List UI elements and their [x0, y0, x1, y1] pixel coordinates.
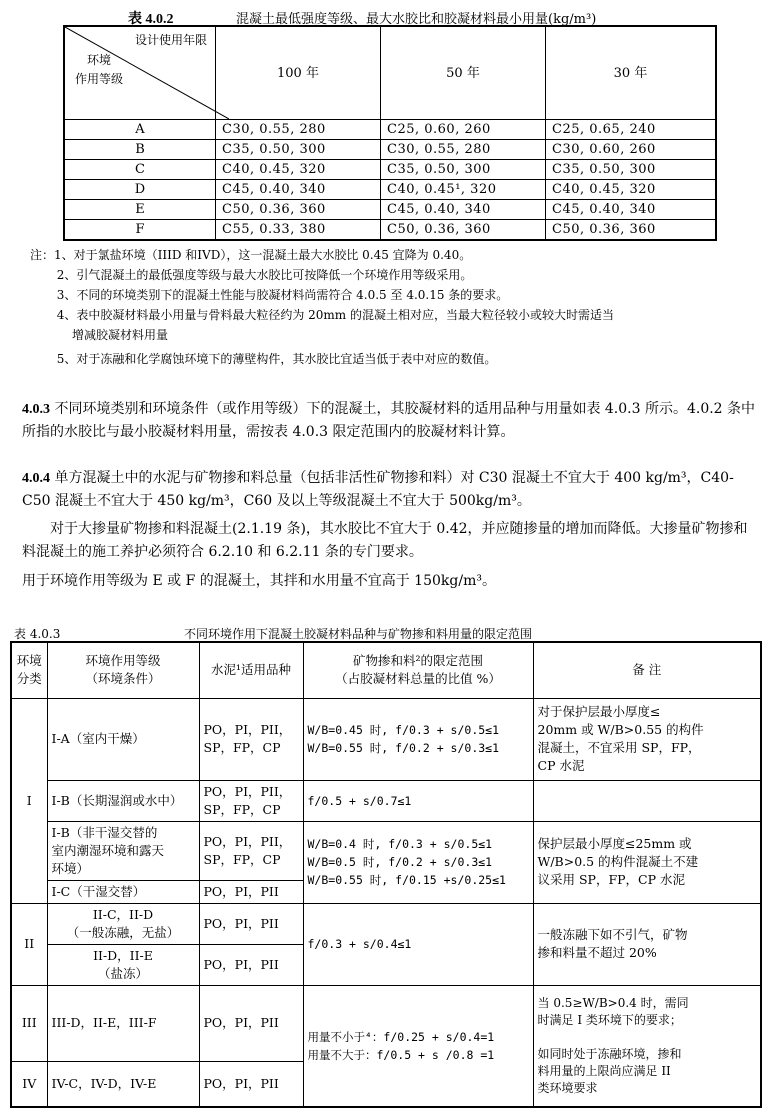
table1-corner-bottom: 环境 作用等级 [75, 53, 124, 86]
note-4: 4、表中胶凝材料最小用量与骨料最大粒径约为 20mm 的混凝土相对应，当最大粒径较小或较大时需适当 [30, 308, 614, 322]
env-grade: D [64, 180, 216, 200]
paragraph-water: 用于环境作用等级为 E 或 F 的混凝土，其拌和水用量不宜高于 150kg/m³。 [22, 573, 496, 589]
table-row [11, 821, 761, 880]
cement-types: PO，PI，PII [199, 903, 303, 944]
env-grade: I-A（室内干燥） [47, 698, 199, 780]
cell-30: C50, 0.36, 360 [546, 220, 717, 241]
env-class: II [11, 903, 47, 985]
cement-types: PO，PI，PII， SP，FP，CP [199, 821, 303, 880]
header-notes: 备 注 [533, 642, 761, 698]
table-4-0-2 [63, 25, 717, 241]
clause-4-0-3 [22, 398, 757, 444]
mineral-limit: W/B=0.4 时, f/0.3 + s/0.5≤1 W/B=0.5 时, f/0.2 + s/0.3≤1 W/B=0.55 时, f/0.15 +s/0.25≤1 [303, 821, 533, 903]
env-grade: I-C（干湿交替） [47, 880, 199, 903]
note-5: 5、对于冻融和化学腐蚀环境下的薄壁构件，其水胶比宜适当低于表中对应的数值。 [30, 352, 497, 366]
table2-caption [14, 625, 764, 642]
clause-number: 4.0.4 [22, 471, 50, 486]
cell-50: C35, 0.50, 300 [381, 160, 546, 180]
table-row [64, 160, 716, 180]
cell-100: C40, 0.45, 320 [216, 160, 381, 180]
table-row [11, 698, 761, 780]
table1-col-50: 50 年 [381, 26, 546, 120]
cell-30: C40, 0.45, 320 [546, 180, 717, 200]
table-row [64, 120, 716, 140]
cell-50: C40, 0.45¹, 320 [381, 180, 546, 200]
header-env-class: 环境 分类 [11, 642, 47, 698]
table-4-0-3 [10, 641, 762, 1108]
cell-50: C50, 0.36, 360 [381, 220, 546, 241]
env-grade: E [64, 200, 216, 220]
remark-empty [533, 780, 761, 821]
cell-30: C35, 0.50, 300 [546, 160, 717, 180]
remark: 一般冻融下如不引气，矿物 掺和料量不超过 20% [533, 903, 761, 985]
cement-types: PO，PI，PII [199, 880, 303, 903]
cell-100: C35, 0.50, 300 [216, 140, 381, 160]
cell-100: C55, 0.33, 380 [216, 220, 381, 241]
header-env-grade: 环境作用等级 （环境条件） [47, 642, 199, 698]
table-row [64, 200, 716, 220]
cell-100: C30, 0.55, 280 [216, 120, 381, 140]
table1-title: 混凝土最低强度等级、最大水胶比和胶凝材料最小用量(kg/m³) [236, 12, 597, 27]
table-row [11, 780, 761, 821]
env-grade: III-D，II-E，III-F [47, 985, 199, 1061]
cement-types: PO，PI，PII， SP，FP，CP [199, 780, 303, 821]
remark: 对于保护层最小厚度≤ 20mm 或 W/B>0.55 的构件 混凝土，不宜采用 SP，FP， CP 水泥 [533, 698, 761, 780]
env-grade: I-B（非干湿交替的 室内潮湿环境和露天 环境） [47, 821, 199, 880]
note-1: 注：1、对于氯盐环境（IIID 和IVD），这一混凝土最大水胶比 0.45 宜降为 0.40。 [30, 248, 472, 262]
table1-corner-top: 设计使用年限 [134, 33, 207, 47]
clause-4-0-4 [22, 467, 757, 513]
table1-col-30: 30 年 [546, 26, 717, 120]
table1-notes [30, 245, 614, 369]
cell-30: C25, 0.65, 240 [546, 120, 717, 140]
note-4-cont: 增减胶凝材料用量 [30, 328, 168, 342]
header-cement: 水泥¹适用品种 [199, 642, 303, 698]
remark: 保护层最小厚度≤25mm 或 W/B>0.5 的构件混凝土不建 议采用 SP，FP，CP 水泥 [533, 821, 761, 903]
env-grade: C [64, 160, 216, 180]
cell-30: C30, 0.60, 260 [546, 140, 717, 160]
mineral-limit: f/0.3 + s/0.4≤1 [303, 903, 533, 985]
header-mineral: 矿物掺和料²的限定范围 （占胶凝材料总量的比值 %） [303, 642, 533, 698]
env-grade: F [64, 220, 216, 241]
table-row [11, 903, 761, 944]
clause-text: 不同环境类别和环境条件（或作用等级）下的混凝土，其胶凝材料的适用品种与用量如表 4.0.3 所示。4.0.2 条中所指的水胶比与最小胶凝材料用量，需按表 4.0.3 限定范围内的胶凝材料计算。 [22, 401, 756, 440]
table1-number: 表 4.0.2 [128, 12, 174, 27]
env-grade: A [64, 120, 216, 140]
table2-header-row [11, 642, 761, 698]
env-grade: II-C，II-D （一般冻融，无盐） [47, 903, 199, 944]
cement-types: PO，PI，PII [199, 944, 303, 985]
table-row [64, 220, 716, 241]
mineral-limit: 用量不小于⁴：f/0.25 + s/0.4=1 用量不大于：f/0.5 + s /0.8 =1 [303, 985, 533, 1107]
table-row [11, 985, 761, 1061]
cell-50: C25, 0.60, 260 [381, 120, 546, 140]
paragraph-large-mineral: 对于大掺量矿物掺和料混凝土(2.1.19 条)，其水胶比不宜大于 0.42，并应随掺量的增加而降低。大掺量矿物掺和料混凝土的施工养护必须符合 6.2.10 和 6.2.11 条的专门要求。 [22, 521, 748, 560]
env-grade: I-B（长期湿润或水中） [47, 780, 199, 821]
env-grade: B [64, 140, 216, 160]
cement-types: PO，PI，PII [199, 1061, 303, 1107]
table-row [64, 140, 716, 160]
cell-50: C30, 0.55, 280 [381, 140, 546, 160]
cement-types: PO，PI，PII， SP，FP，CP [199, 698, 303, 780]
clause-number: 4.0.3 [22, 402, 50, 417]
note-2: 2、引气混凝土的最低强度等级与最大水胶比可按降低一个环境作用等级采用。 [30, 268, 473, 282]
cement-types: PO，PI，PII [199, 985, 303, 1061]
remark: 当 0.5≥W/B>0.4 时，需同 时满足 I 类环境下的要求； 如同时处于冻融环境，掺和 料用量的上限尚应满足 II 类环境要求 [533, 985, 761, 1107]
table1-col-100: 100 年 [216, 26, 381, 120]
note-3: 3、不同的环境类别下的混凝土性能与胶凝材料尚需符合 4.0.5 至 4.0.15 条的要求。 [30, 288, 509, 302]
table1-corner-cell [64, 26, 216, 120]
mineral-limit: f/0.5 + s/0.7≤1 [303, 780, 533, 821]
cell-50: C45, 0.40, 340 [381, 200, 546, 220]
cell-100: C45, 0.40, 340 [216, 180, 381, 200]
table2-number: 表 4.0.3 [14, 627, 61, 641]
clause-text: 单方混凝土中的水泥与矿物掺和料总量（包括非活性矿物掺和料）对 C30 混凝土不宜大于 400 kg/m³，C40-C50 混凝土不宜大于 450 kg/m³，C60 及以上等级混凝土不宜大于 500kg/m³。 [22, 470, 734, 509]
mineral-limit: W/B=0.45 时, f/0.3 + s/0.5≤1 W/B=0.55 时, f/0.2 + s/0.3≤1 [303, 698, 533, 780]
env-grade: II-D，II-E （盐冻） [47, 944, 199, 985]
table-row [64, 180, 716, 200]
env-class: I [11, 698, 47, 903]
env-class: IV [11, 1061, 47, 1107]
table2-title: 不同环境作用下混凝土胶凝材料品种与矿物掺和料用量的限定范围 [184, 627, 533, 641]
env-grade: IV-C，IV-D，IV-E [47, 1061, 199, 1107]
cell-30: C45, 0.40, 340 [546, 200, 717, 220]
cell-100: C50, 0.36, 360 [216, 200, 381, 220]
env-class: III [11, 985, 47, 1061]
